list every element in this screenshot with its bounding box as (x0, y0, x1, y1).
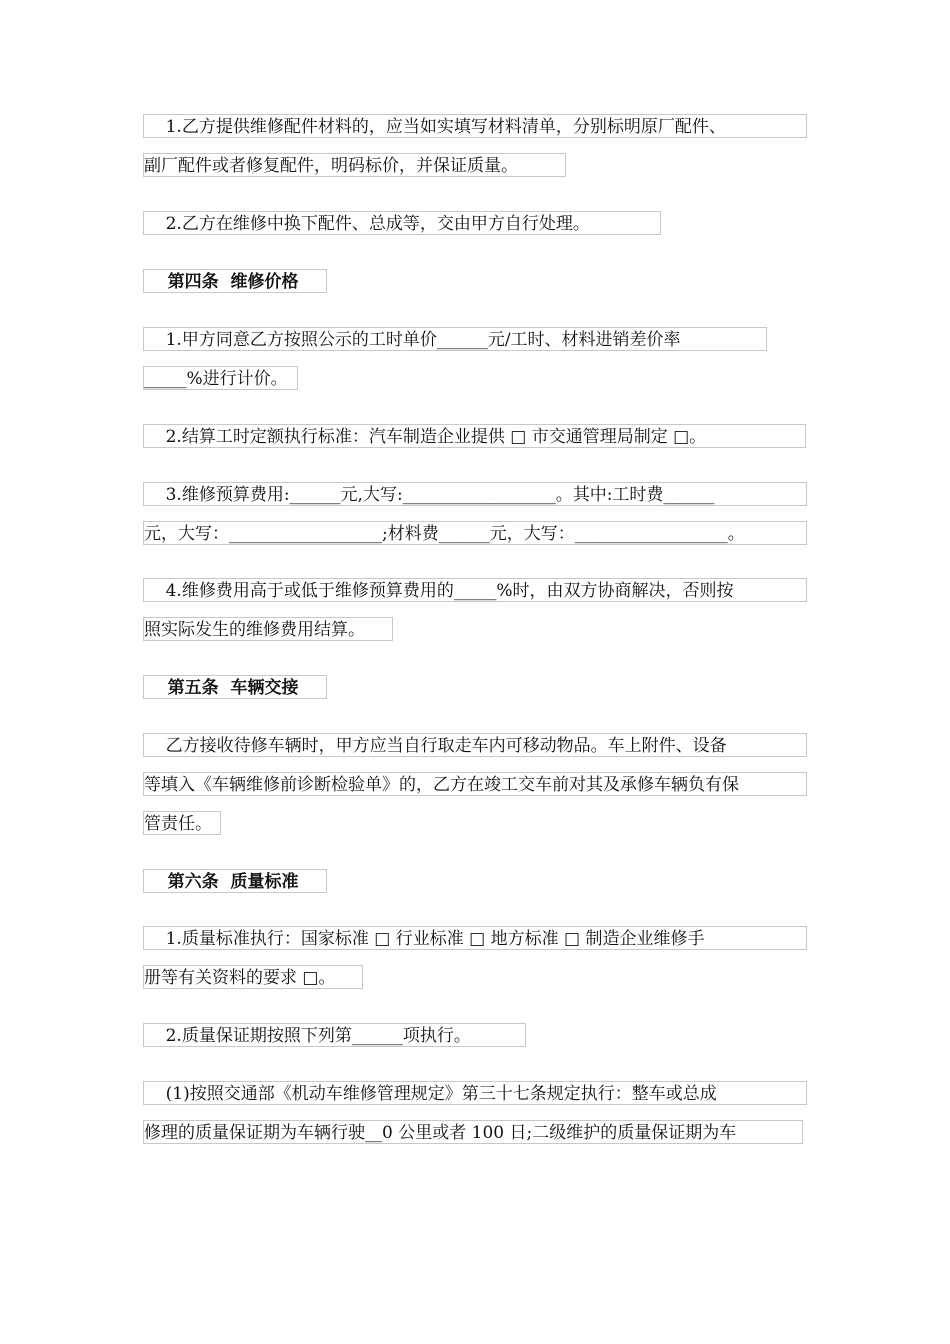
text-line-21: 修理的质量保证期为车辆行驶__0 公里或者 100 日;二级维护的质量保证期为车 (143, 1120, 803, 1144)
text-line-9: 元，大写：__________________;材料费______元，大写：__________________。 (143, 521, 807, 545)
text-line-8: 3.维修预算费用:______元,大写:__________________。其中:工时费______ (143, 482, 807, 506)
text-line-5: 1.甲方同意乙方按照公示的工时单价______元/工时、材料进销差价率 (143, 327, 767, 351)
text-line-1: 1.乙方提供维修配件材料的，应当如实填写材料清单，分别标明原厂配件、 (143, 114, 807, 138)
text-line-20: (1)按照交通部《机动车维修管理规定》第三十七条规定执行：整车或总成 (143, 1081, 807, 1105)
text-line-2: 副厂配件或者修复配件，明码标价，并保证质量。 (143, 153, 566, 177)
section-heading-5: 第五条 车辆交接 (143, 675, 327, 699)
section-heading-4: 第四条 维修价格 (143, 269, 327, 293)
text-line-3: 2.乙方在维修中换下配件、总成等，交由甲方自行处理。 (143, 211, 661, 235)
text-line-6: _____%进行计价。 (143, 366, 298, 390)
text-line-17: 1.质量标准执行：国家标准 □ 行业标准 □ 地方标准 □ 制造企业维修手 (143, 926, 807, 950)
section-heading-6: 第六条 质量标准 (143, 869, 327, 893)
text-line-7: 2.结算工时定额执行标准：汽车制造企业提供 □ 市交通管理局制定 □。 (143, 424, 806, 448)
text-line-13: 乙方接收待修车辆时，甲方应当自行取走车内可移动物品。车上附件、设备 (143, 733, 807, 757)
text-line-10: 4.维修费用高于或低于维修预算费用的_____%时，由双方协商解决，否则按 (143, 578, 807, 602)
text-line-19: 2.质量保证期按照下列第______项执行。 (143, 1023, 526, 1047)
text-line-15: 管责任。 (143, 811, 221, 835)
text-line-18: 册等有关资料的要求 □。 (143, 965, 363, 989)
text-line-14: 等填入《车辆维修前诊断检验单》的，乙方在竣工交车前对其及承修车辆负有保 (143, 772, 807, 796)
text-line-11: 照实际发生的维修费用结算。 (143, 617, 393, 641)
